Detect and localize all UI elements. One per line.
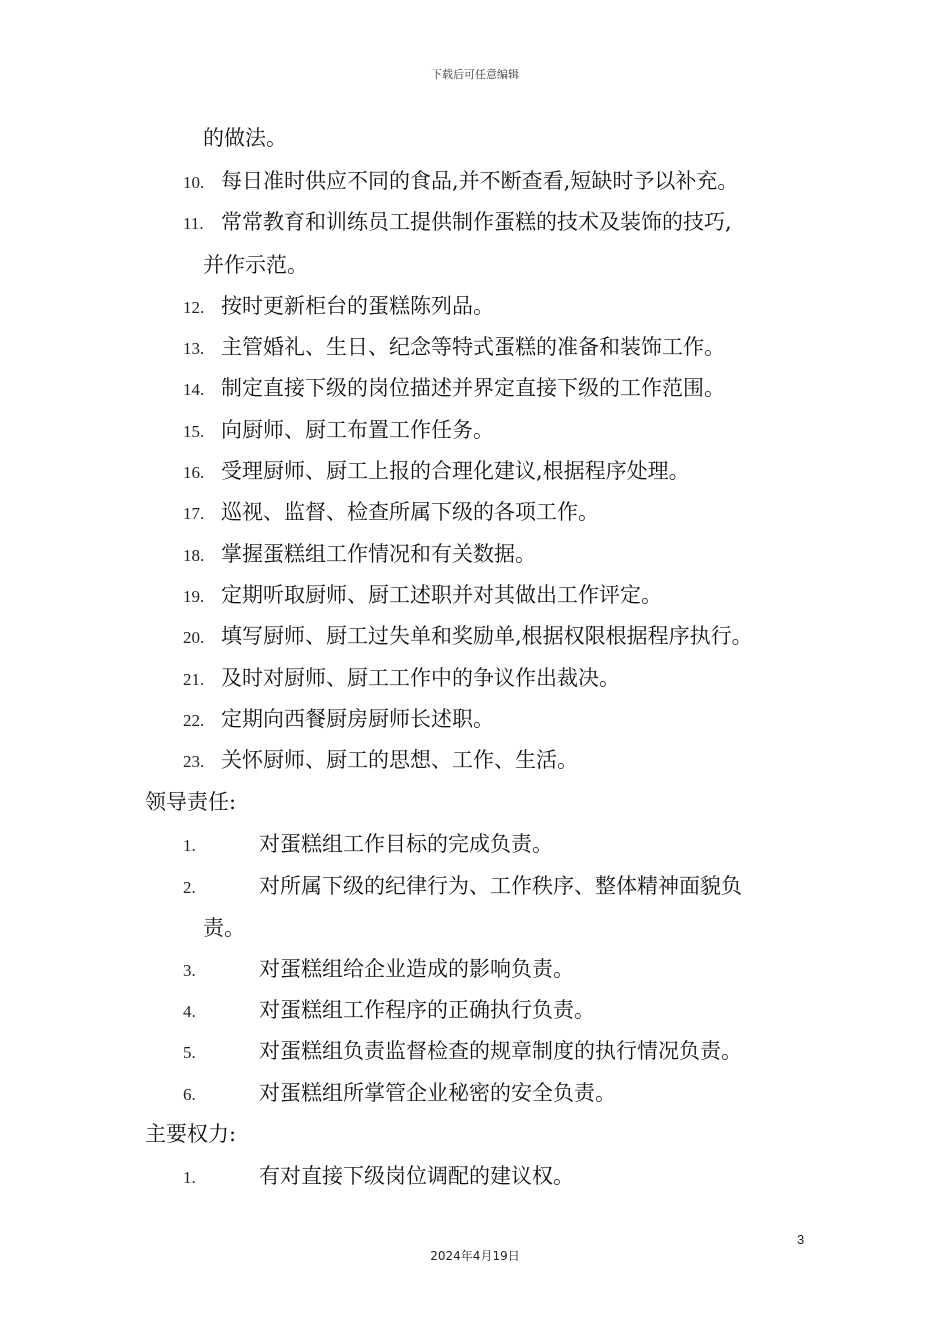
- item-number: 16.: [183, 463, 205, 482]
- item-text: 主管婚礼、生日、纪念等特式蛋糕的准备和装饰工作。: [221, 335, 725, 359]
- item-text: 对蛋糕组给企业造成的影响负责。: [259, 957, 574, 981]
- item-number: 2.: [183, 878, 196, 897]
- item-text-continuation: 并作示范。: [203, 253, 308, 277]
- section-heading-powers: 主要权力:: [145, 1122, 237, 1146]
- item-text: 对所属下级的纪律行为、工作秩序、整体精神面貌负: [259, 874, 742, 898]
- page-number: 3: [797, 1232, 805, 1247]
- item-number: 14.: [183, 380, 205, 399]
- item-text: 向厨师、厨工布置工作任务。: [221, 418, 494, 442]
- item-number: 17.: [183, 504, 205, 523]
- item-text: 制定直接下级的岗位描述并界定直接下级的工作范围。: [221, 376, 725, 400]
- item-number: 23.: [183, 752, 205, 771]
- item-text: 关怀厨师、厨工的思想、工作、生活。: [221, 748, 578, 772]
- item-text: 巡视、监督、检查所属下级的各项工作。: [221, 500, 599, 524]
- item-number: 3.: [183, 961, 196, 980]
- item-text: 对蛋糕组工作目标的完成负责。: [259, 832, 553, 856]
- item-text: 对蛋糕组工作程序的正确执行负责。: [259, 998, 595, 1022]
- item-number: 20.: [183, 628, 205, 647]
- item-text: 掌握蛋糕组工作情况和有关数据。: [221, 542, 536, 566]
- item-text: 对蛋糕组所掌管企业秘密的安全负责。: [259, 1081, 616, 1105]
- item-text: 受理厨师、厨工上报的合理化建议,根据程序处理。: [221, 459, 690, 483]
- item-number: 19.: [183, 587, 205, 606]
- item-text: 及时对厨师、厨工工作中的争议作出裁决。: [221, 666, 620, 690]
- continuation-text: 的做法。: [203, 126, 287, 150]
- item-text: 填写厨师、厨工过失单和奖励单,根据权限根据程序执行。: [221, 624, 753, 648]
- item-text: 有对直接下级岗位调配的建议权。: [259, 1164, 574, 1188]
- item-text: 对蛋糕组负责监督检查的规章制度的执行情况负责。: [259, 1039, 742, 1063]
- item-number: 1.: [183, 1168, 196, 1187]
- item-text: 定期向西餐厨房厨师长述职。: [221, 707, 494, 731]
- footer-date: 2024年4月19日: [430, 1249, 520, 1263]
- item-text: 常常教育和训练员工提供制作蛋糕的技术及装饰的技巧,: [221, 210, 732, 234]
- item-number: 13.: [183, 339, 205, 358]
- item-text: 每日准时供应不同的食品,并不断查看,短缺时予以补充。: [221, 169, 739, 193]
- item-number: 15.: [183, 422, 205, 441]
- item-text: 定期听取厨师、厨工述职并对其做出工作评定。: [221, 583, 662, 607]
- item-number: 10.: [183, 173, 205, 192]
- header-note: 下载后可任意编辑: [431, 68, 519, 81]
- item-number: 6.: [183, 1085, 196, 1104]
- item-number: 11.: [183, 214, 204, 233]
- item-text: 按时更新柜台的蛋糕陈列品。: [221, 294, 494, 318]
- item-number: 18.: [183, 546, 205, 565]
- item-text-continuation: 责。: [203, 916, 245, 940]
- item-number: 5.: [183, 1043, 196, 1062]
- item-number: 12.: [183, 298, 205, 317]
- item-number: 21.: [183, 670, 205, 689]
- item-number: 1.: [183, 836, 196, 855]
- item-number: 22.: [183, 711, 205, 730]
- section-heading-leadership: 领导责任:: [145, 790, 237, 814]
- item-number: 4.: [183, 1002, 196, 1021]
